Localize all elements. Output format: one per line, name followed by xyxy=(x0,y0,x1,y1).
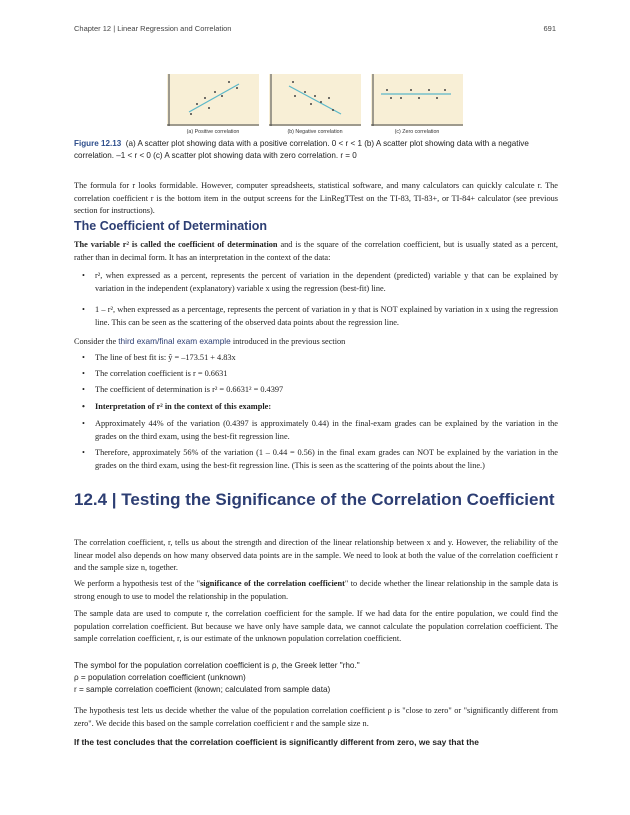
page-number: 691 xyxy=(543,24,556,33)
def-bullet-2: 1 – r², when expressed as a percentage, represents the percent of variation in y that is NOT explained by variation in x using the regression line. This can be seen as the scattering of the observed data points about the regression line. xyxy=(95,305,558,327)
list-item: • Interpretation of r² in the context of this example: xyxy=(74,401,558,414)
paragraph-coef-det-intro xyxy=(74,239,558,264)
page-header xyxy=(74,24,556,36)
paragraph-significance-4: The hypothesis test lets us decide whether the value of the population correlation coefficient ρ is "close to zero" or "significantly different from zero". We decide this based on the sample correlation coefficient r and the sample size n. xyxy=(74,706,558,728)
scatter-plot-zero xyxy=(371,74,463,126)
coef-det-bold: The variable r² is called the coefficient of determination xyxy=(74,240,278,249)
list-item: • The correlation coefficient is r = 0.6631 xyxy=(74,368,558,381)
def-bullet-1: r², when expressed as a percent, represents the percent of variation in the dependent (predicted) variable y that can be explained by variation in the independent (explanatory) variable x using the regression (best-fit) line. xyxy=(95,271,558,293)
figure-caption-a: (a) Positive correlation xyxy=(186,129,240,135)
example-bullet-1: The line of best fit is: ŷ = –173.51 + 4.83x xyxy=(95,353,236,362)
coef-det-rest: and is the square of the correlation coefficient, but is usually stated as a percent, rather than in decimal form. It has an interpretation in the context of the data: xyxy=(74,240,558,262)
section-heading: 12.4 | Testing the Significance of the Correlation Coefficient xyxy=(74,490,555,509)
sig2-bold: significance of the correlation coefficient xyxy=(200,579,345,588)
example-link[interactable]: third exam/final exam example xyxy=(118,336,231,346)
figure-caption-b: (b) Negative correlation xyxy=(287,129,343,135)
sig2-pre: We perform a hypothesis test of the " xyxy=(74,579,201,588)
paragraph-significance-3: The sample data are used to compute r, the correlation coefficient for the sample. If we had data for the entire population, we could find the population correlation coefficient. But because we have only have sample data, we cannot calculate the population correlation coefficient. The sample correlation coefficient, r, is our estimate of the unknown population correlation coefficient. xyxy=(74,609,558,643)
scatter-plot-negative xyxy=(269,74,361,126)
scatter-figures xyxy=(167,74,447,139)
example-bullet-3: The coefficient of determination is r² = 0.6631² = 0.4397 xyxy=(95,385,284,394)
figure-zero xyxy=(371,74,463,135)
list-item: • r², when expressed as a percent, represents the percent of variation in the dependent (predicted) variable y that can be explained by variation in the independent (explanatory) variable x using the regression (best-fit) line. xyxy=(74,270,558,295)
paragraph-significance-2 xyxy=(74,578,558,603)
paragraph-conclusion-start: If the test concludes that the correlation coefficient is significantly different from zero, we say that the xyxy=(74,737,479,747)
list-item: • The line of best fit is: ŷ = –173.51 + 4.83x xyxy=(74,352,558,365)
list-item: • The coefficient of determination is r² = 0.6631² = 0.4397 xyxy=(74,384,558,397)
chapter-title: Chapter 12 | Linear Regression and Correlation xyxy=(74,24,232,33)
list-item: • Approximately 44% of the variation (0.4397 is approximately 0.44) in the final-exam grades can be explained by the variation in the grades on the third exam, using the best-fit regression line. xyxy=(74,418,558,443)
paragraph-consider xyxy=(74,335,558,349)
coefficient-determination-heading: The Coefficient of Determination xyxy=(74,219,268,233)
figure-negative xyxy=(269,74,361,135)
example-bullet-5: Approximately 44% of the variation (0.4397 is approximately 0.44) in the final-exam grades can be explained by the variation in the grades on the third exam, using the best-fit regression line. xyxy=(95,419,558,441)
figure-caption-c: (c) Zero correlation xyxy=(394,129,440,135)
consider-prefix: Consider the xyxy=(74,337,119,346)
list-item: • 1 – r², when expressed as a percentage, represents the percent of variation in y that is NOT explained by variation in x using the regression line. This can be seen as the scattering of the observed data points about the regression line. xyxy=(74,304,558,329)
rho-definition-box xyxy=(74,660,558,696)
paragraph-formula: The formula for r looks formidable. However, computer spreadsheets, statistical software, and many calculators can quickly calculate r. The correlation coefficient r is the bottom item in the output screens for the LinRegTTest on the TI-83, TI-83+, or TI-84+ calculator (see previous section for instructions). xyxy=(74,181,558,215)
figure-positive xyxy=(167,74,259,135)
example-bullet-6: Therefore, approximately 56% of the variation (1 – 0.44 = 0.56) in the final exam grades can NOT be explained by the variation in the grades on the third exam, using the best-fit regression line. (This is seen as the scattering of the points about the line.) xyxy=(95,448,558,470)
example-bullet-2: The correlation coefficient is r = 0.6631 xyxy=(95,369,228,378)
rho-line-2: ρ = population correlation coefficient (unknown) xyxy=(74,673,246,682)
example-bullet-4: Interpretation of r² in the context of this example: xyxy=(95,402,272,411)
figure-label: Figure 12.13 xyxy=(74,139,122,148)
list-item: • Therefore, approximately 56% of the variation (1 – 0.44 = 0.56) in the final exam grades can NOT be explained by the variation in the grades on the third exam, using the best-fit regression line. (This is seen as the scattering of the points about the line.) xyxy=(74,447,558,472)
paragraph-significance-1: The correlation coefficient, r, tells us about the strength and direction of the linear relationship between x and y. However, the reliability of the linear model also depends on how many observed data points are in the sample. We need to look at both the value of the correlation coefficient r and the sample size n, together. xyxy=(74,538,558,572)
figure-caption-text: (a) A scatter plot showing data with a positive correlation. 0 < r < 1 (b) A scatter plot showing data with a negative correlation. –1 < r < 0 (c) A scatter plot showing data with zero correlation. r = 0 xyxy=(74,139,529,160)
sig2-post: " to decide whether the linear relationship in the sample data is strong enough to use to model the relationship in the population. xyxy=(74,579,558,601)
figure-caption xyxy=(74,138,558,161)
rho-line-1: The symbol for the population correlation coefficient is ρ, the Greek letter "rho." xyxy=(74,661,360,670)
scatter-plot-positive xyxy=(167,74,259,126)
rho-line-3: r = sample correlation coefficient (known; calculated from sample data) xyxy=(74,685,331,694)
consider-suffix: introduced in the previous section xyxy=(230,337,346,346)
